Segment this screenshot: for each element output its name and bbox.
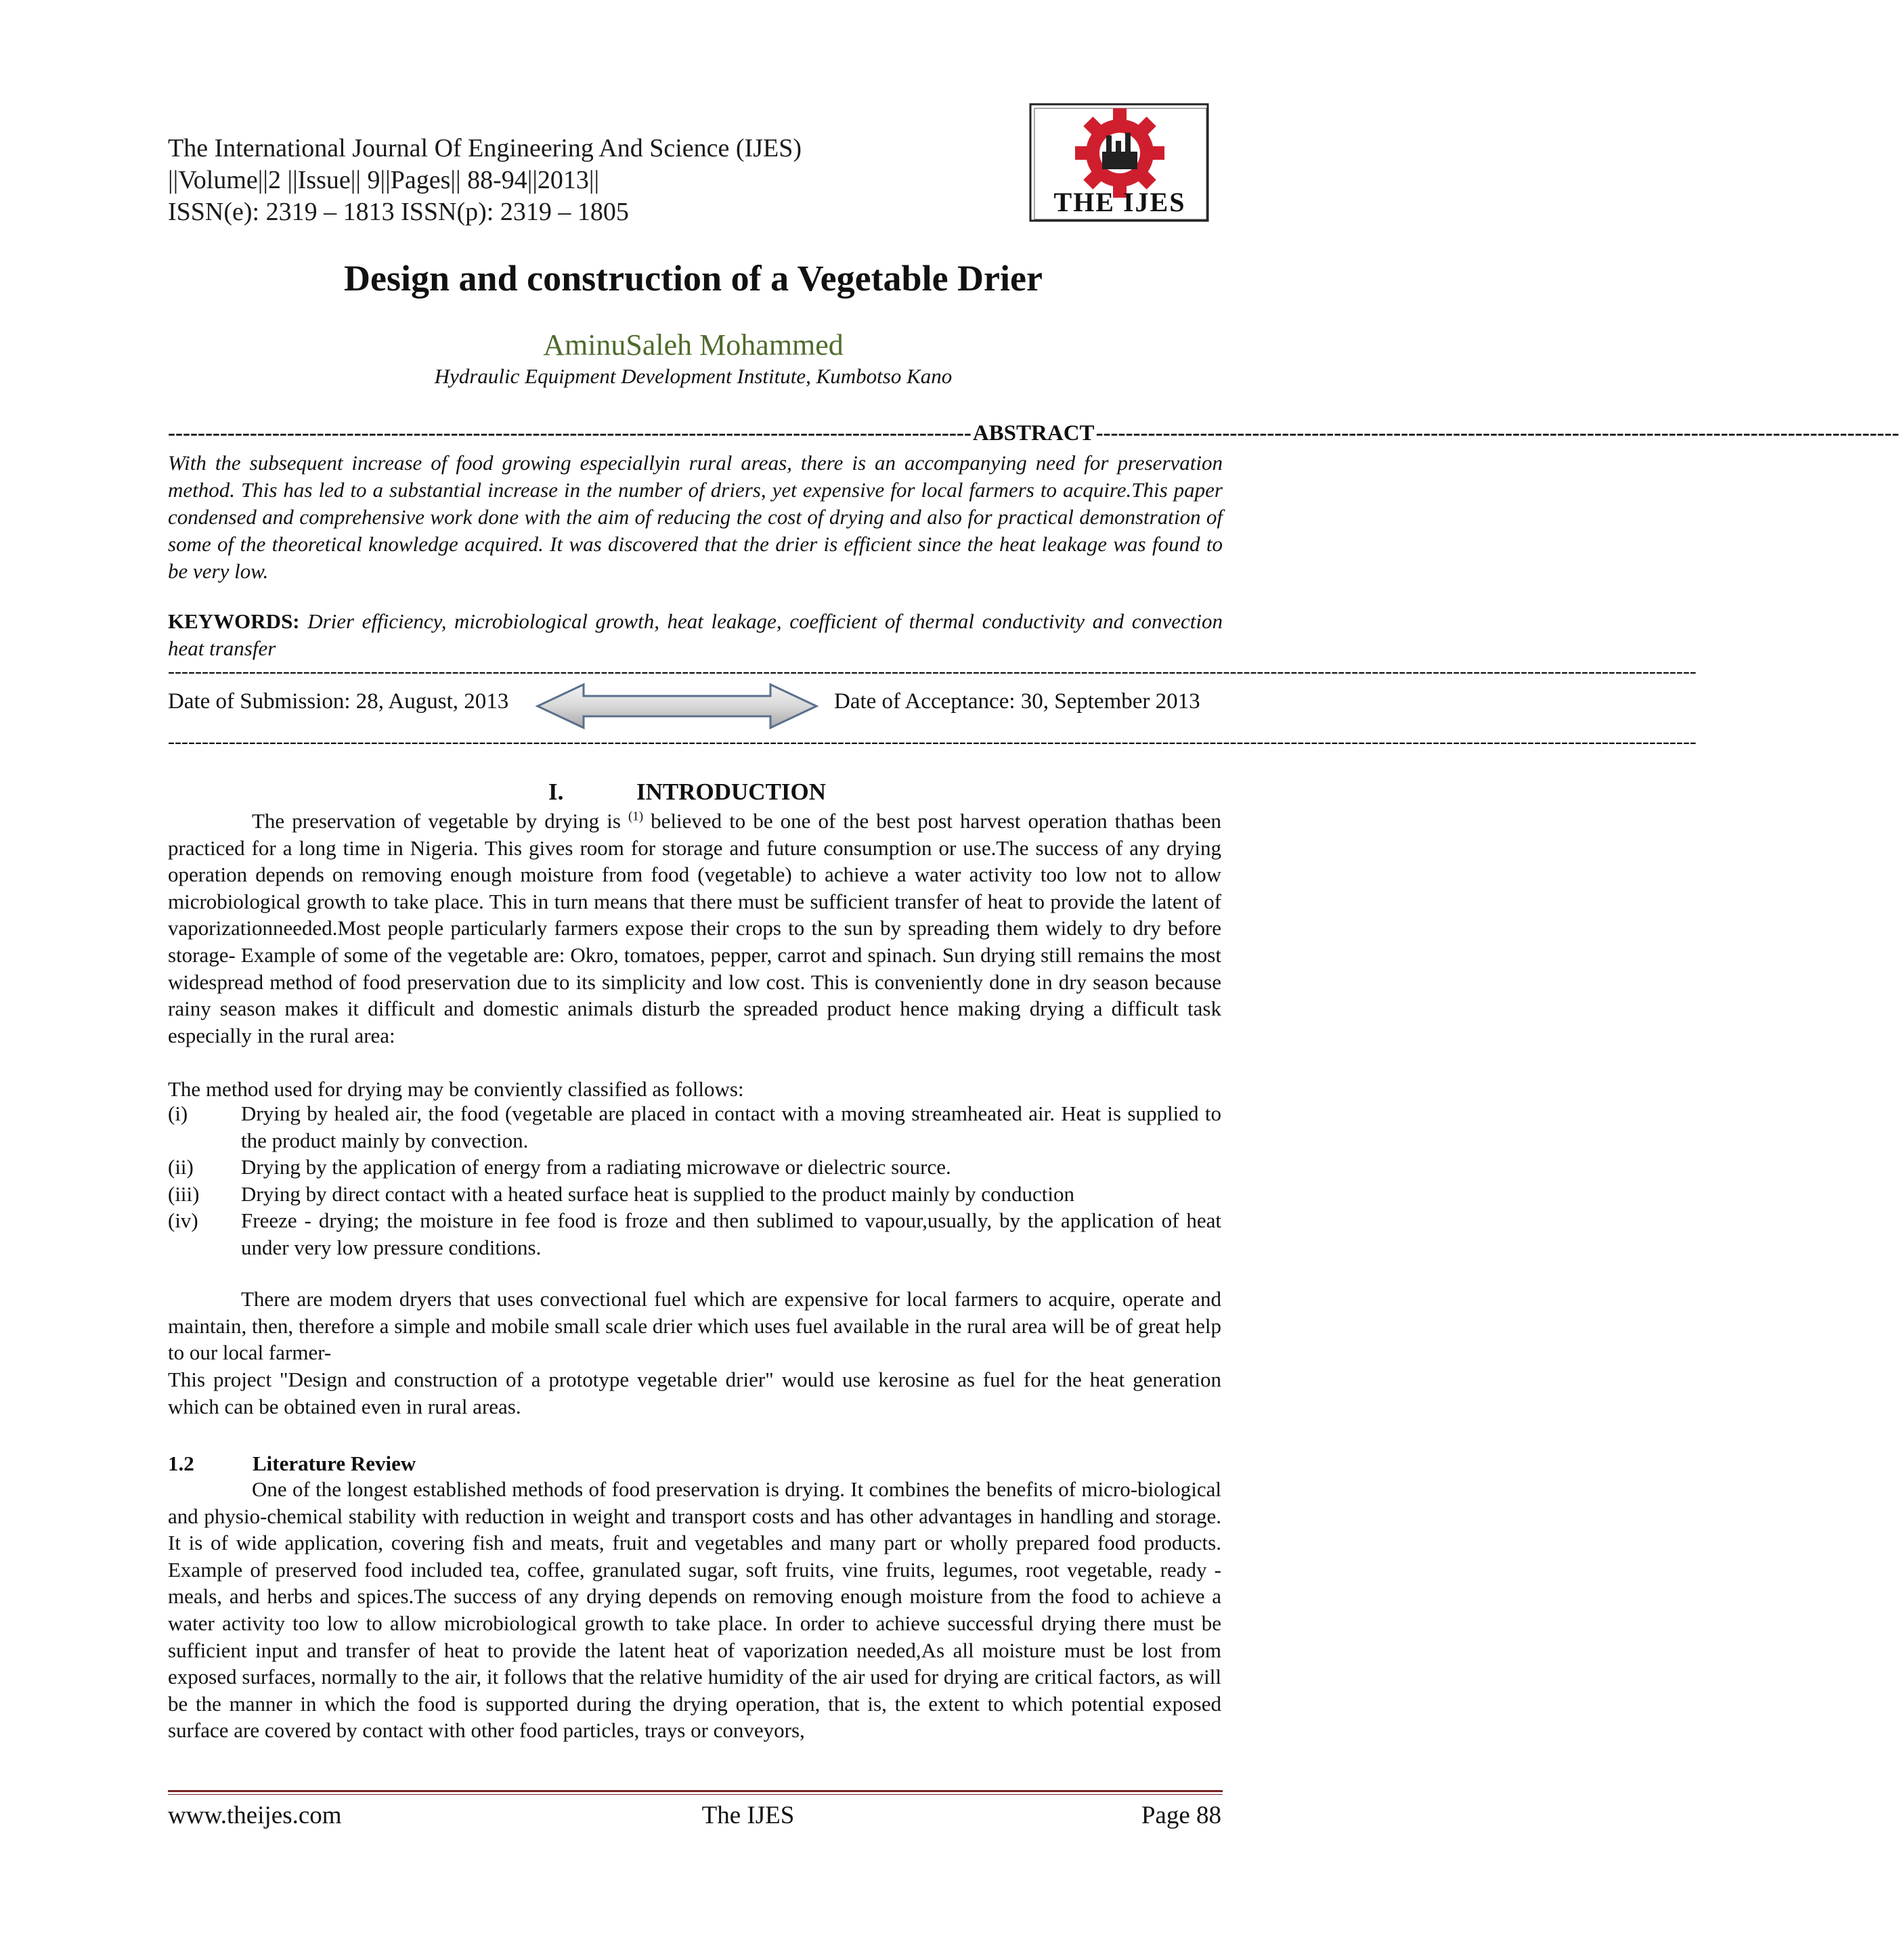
dash-rule: ----------------------------------------------------------------------------------------------------------------------------------------------------------------------------------------------------------------------------------: [168, 660, 1697, 682]
section-heading: [548, 779, 826, 806]
footer-journal: The IJES: [701, 1802, 795, 1829]
list-item: [168, 1100, 1221, 1154]
list-item-number: (iii): [168, 1181, 200, 1206]
journal-header: [168, 133, 967, 228]
gear-factory-icon: [1029, 103, 1210, 225]
journal-name: The International Journal Of Engineering And Science (IJES): [168, 134, 802, 162]
paper-author: AminuSaleh Mohammed: [543, 328, 844, 362]
acceptance-date: Date of Acceptance: 30, September 2013: [834, 689, 1200, 714]
footer-website[interactable]: www.theijes.com: [168, 1802, 342, 1829]
double-arrow-icon: [535, 682, 819, 730]
ijes-logo: [1029, 103, 1210, 225]
abstract-text: With the subsequent increase of food growing especiallyin rural areas, there is an accompanying need for preservation method. This has led to a substantial increase in the number of driers, yet expensive for local farmers to acquire.This paper condensed and comprehensive work done with the aim of reducing the cost of drying and also for practical demonstration of some of the theoretical knowledge acquired. It was discovered that the drier is efficient since the heat leakage was found to be very low.: [168, 451, 1223, 583]
list-item: [168, 1181, 1221, 1208]
dash-rule: ----------------------------------------------------------------------------------------------------------------------------------------------------------------------------------------------------------------------------------: [168, 731, 1697, 753]
journal-volume: ||Volume||2 ||Issue|| 9||Pages|| 88-94||2013||: [168, 166, 600, 194]
intro-paragraph-1: [168, 808, 1221, 1049]
keywords-text: Drier efficiency, microbiological growth, heat leakage, coefficient of thermal conductivity and convection heat transfer: [168, 609, 1223, 660]
dash-rule-left: ------------------------------------------------------------------------------------------------------------: [168, 420, 972, 445]
section-title: INTRODUCTION: [636, 779, 827, 805]
list-item-number: (ii): [168, 1155, 194, 1179]
literature-paragraph: One of the longest established methods of food preservation is drying. It combines the benefits of micro-biological and physio-chemical stability with reduction in weight and transport costs and has other advantages in handling and storage. It is of wide application, covering fish and meats, fruit and vegetables and many part or wholly prepared food products. Example of preserved food included tea, coffee, granulated sugar, soft fruits, vine fruits, legumes, root vegetable, ready - meals, and herbs and spices.The success of any drying depends on removing enough moisture from the food to achieve a water activity too low to allow microbiological growth to take place. In order to achieve successful drying there must be sufficient input and transfer of heat to provide the latent heat of vaporization needed,As all moisture must be lost from exposed surfaces, normally to the air, it follows that the relative humidity of the air used for drying are critical factors, as will be the manner in which the food is supported during the drying operation, that is, the extent to which potential exposed surface are covered by contact with other food particles, trays or conveyors,: [168, 1477, 1221, 1743]
list-item-text: Drying by the application of energy from a radiating microwave or dielectric source.: [241, 1155, 951, 1179]
list-item-number: (i): [168, 1102, 188, 1125]
subsection-title: Literature Review: [253, 1452, 416, 1475]
intro-text-a: The preservation of vegetable by drying is: [252, 809, 621, 833]
keywords-label: KEYWORDS:: [168, 609, 300, 633]
keywords: [168, 608, 1223, 662]
subsection-heading: [168, 1452, 416, 1476]
paper-title: Design and construction of a Vegetable Drier: [344, 258, 1043, 299]
citation-ref: (1): [628, 809, 644, 824]
list-item-number: (iv): [168, 1208, 198, 1233]
abstract-heading-rule: [168, 420, 1899, 445]
intro-text-b: believed to be one of the best post harvest operation thathas been practiced for a long time in Nigeria. This gives room for storage and future consumption or use.The success of any drying operation depends on removing enough moisture from food (vegetable) to achieve a water activity too low not to allow microbiological growth to take place. This in turn means that there must be sufficient transfer of heat to provide the latent of vaporizationneeded.Most people particularly farmers expose their crops to the sun by spreading them widely to dry before storage- Example of some of the vegetable are: Okro, tomatoes, pepper, carrot and spinach. Sun drying still remains the most widespread method of food preservation due to its simplicity and low cost. This is conveniently done in dry season because rainy season makes it difficult and domestic animals disturb the spreaded product hence making drying a difficult task especially in the rural area:: [168, 809, 1222, 1047]
journal-issn: ISSN(e): 2319 – 1813 ISSN(p): 2319 – 1805: [168, 198, 629, 226]
submission-date: Date of Submission: 28, August, 2013: [168, 689, 509, 714]
list-item-text: Drying by direct contact with a heated surface heat is supplied to the product mainly by conduction: [241, 1181, 1075, 1206]
list-item-text: Drying by healed air, the food (vegetable are placed in contact with a moving streamheated air. Heat is supplied to the product mainly by convection.: [241, 1102, 1221, 1152]
section-number: I.: [548, 779, 564, 805]
intro-paragraph-3: This project "Design and construction of a prototype vegetable drier" would use kerosine as fuel for the heat generation which can be obtained even in rural areas.: [168, 1368, 1221, 1418]
footer-page-number: Page 88: [1141, 1802, 1221, 1829]
logo-text: THE IJES: [1053, 187, 1186, 217]
footer-rule-thin: [168, 1794, 1223, 1795]
footer-rule: [168, 1790, 1223, 1792]
list-intro: The method used for drying may be conviently classified as follows:: [168, 1077, 744, 1101]
list-item: [168, 1207, 1221, 1261]
list-item-text: Freeze - drying; the moisture in fee food is froze and then sublimed to vapour,usually, by the application of heat under very low pressure conditions.: [241, 1208, 1221, 1259]
drying-methods-list: [168, 1100, 1221, 1261]
abstract-label: ABSTRACT: [972, 420, 1095, 445]
author-affiliation: Hydraulic Equipment Development Institute, Kumbotso Kano: [434, 364, 953, 388]
subsection-number: 1.2: [168, 1452, 194, 1475]
intro-paragraph-2: There are modem dryers that uses convectional fuel which are expensive for local farmers to acquire, operate and maintain, then, therefore a simple and mobile small scale drier which uses fuel available in the rural area will be of great help to our local farmer-: [168, 1287, 1221, 1365]
list-item: [168, 1154, 1221, 1181]
dash-rule-right: ------------------------------------------------------------------------------------------------------------: [1095, 420, 1899, 445]
